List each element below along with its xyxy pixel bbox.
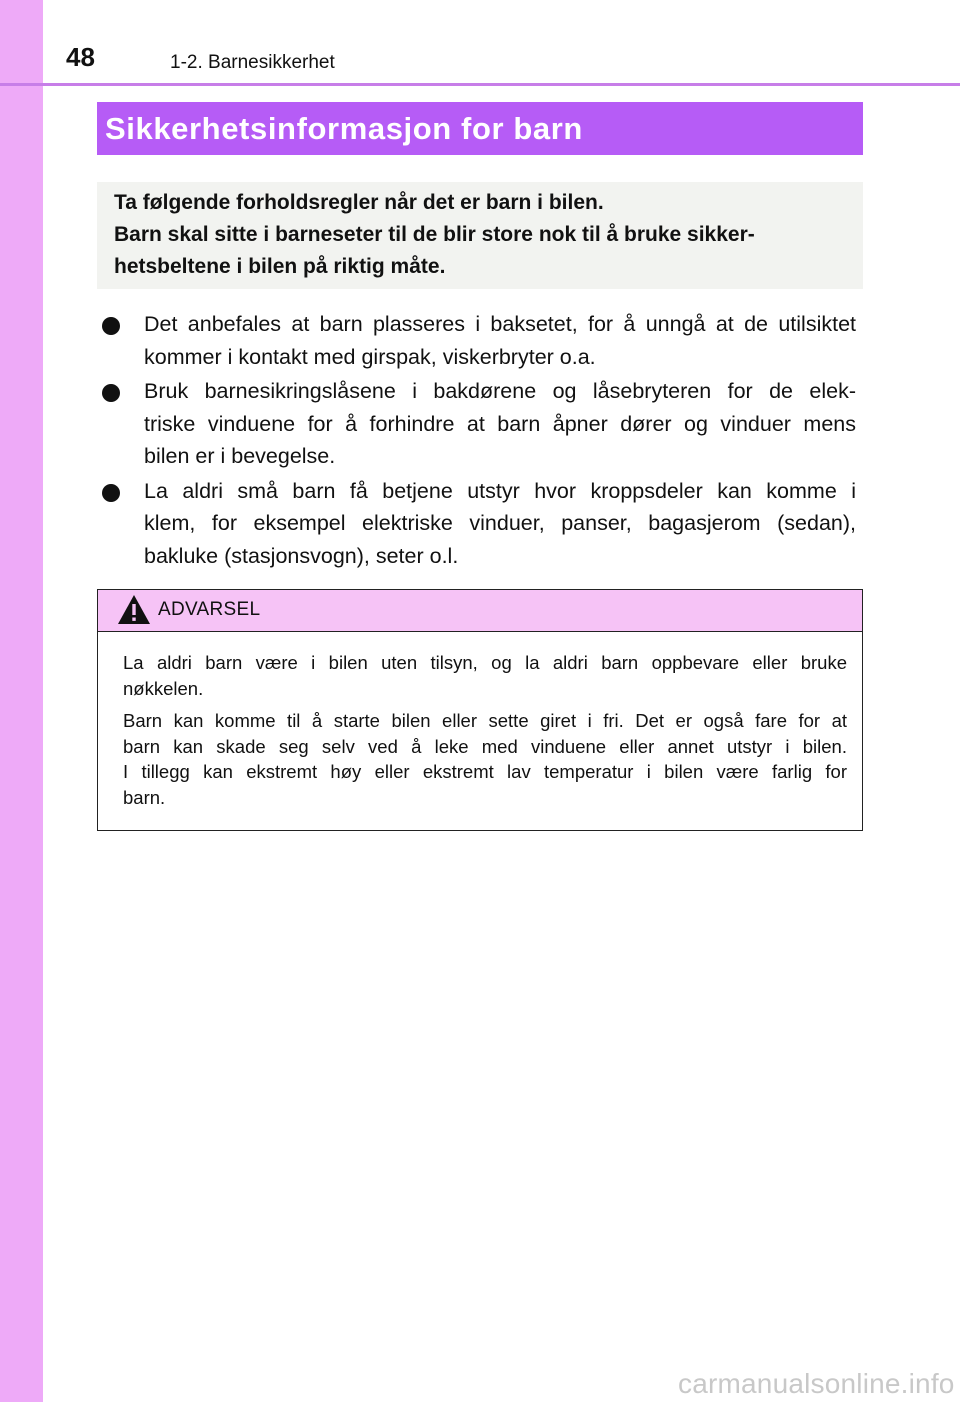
bullet-item: [100, 375, 856, 473]
side-strip: [0, 0, 43, 1402]
bullet-line: kommer i kontakt med girspak, viskerbryter o.a.: [144, 344, 596, 369]
warning-line: Barn kan komme til å starte bilen eller sette giret i fri. Det er også fare for at: [123, 710, 847, 731]
warning-header: [98, 590, 862, 632]
warning-line: barn.: [123, 786, 166, 808]
title-bar: [97, 102, 863, 155]
warning-line: La aldri barn være i bilen uten tilsyn, og la aldri barn oppbevare eller bruke: [123, 652, 847, 673]
warning-line: barn kan skade seg selv ved å leke med vinduene eller annet utstyr i bilen.: [123, 735, 847, 757]
bullet-dot-icon: [102, 317, 120, 335]
page-number: 48: [66, 42, 95, 72]
warning-line: I tillegg kan ekstremt høy eller ekstremt lav temperatur i bilen være farlig for: [123, 761, 847, 782]
warning-body: [98, 632, 862, 810]
warning-paragraph: [123, 708, 847, 810]
bullet-line: triske vinduene for å forhindre at barn åpner dører og vinduer mens: [144, 411, 856, 436]
bullet-line: klem, for eksempel elektriske vinduer, panser, bagasjerom (sedan),: [144, 511, 856, 535]
header-divider: [0, 83, 960, 86]
warning-triangle-icon: [117, 594, 151, 625]
bullet-line: Bruk barnesikringslåsene i bakdørene og låsebryteren for de elek-: [144, 379, 856, 403]
watermark: carmanualsonline.info: [678, 1368, 955, 1399]
bullet-line: La aldri små barn få betjene utstyr hvor kroppsdeler kan komme i: [144, 478, 856, 503]
intro-line: Barn skal sitte i barneseter til de blir store nok til å bruke sikker-: [114, 223, 755, 246]
bullet-item: [100, 308, 856, 373]
bullet-line: Det anbefales at barn plasseres i baksetet, for å unngå at de utilsiktet: [144, 312, 856, 336]
bullet-item: [100, 475, 856, 573]
page-title: Sikkerhetsinformasjon for barn: [105, 111, 583, 146]
warning-box: [97, 589, 863, 831]
warning-paragraph: [123, 650, 847, 701]
intro-line: Ta følgende forholdsregler når det er barn i bilen.: [114, 191, 604, 214]
bullet-line: bakluke (stasjonsvogn), seter o.l.: [144, 543, 459, 568]
section-label: 1-2. Barnesikkerhet: [170, 52, 335, 73]
bullet-dot-icon: [102, 384, 120, 402]
bullet-line: bilen er i bevegelse.: [144, 444, 336, 468]
bullet-dot-icon: [102, 484, 120, 502]
intro-box: [97, 182, 863, 289]
warning-title: ADVARSEL: [158, 599, 261, 620]
bullet-list: [100, 308, 856, 574]
intro-line: hetsbeltene i bilen på riktig måte.: [114, 255, 446, 278]
warning-line: nøkkelen.: [123, 677, 204, 699]
